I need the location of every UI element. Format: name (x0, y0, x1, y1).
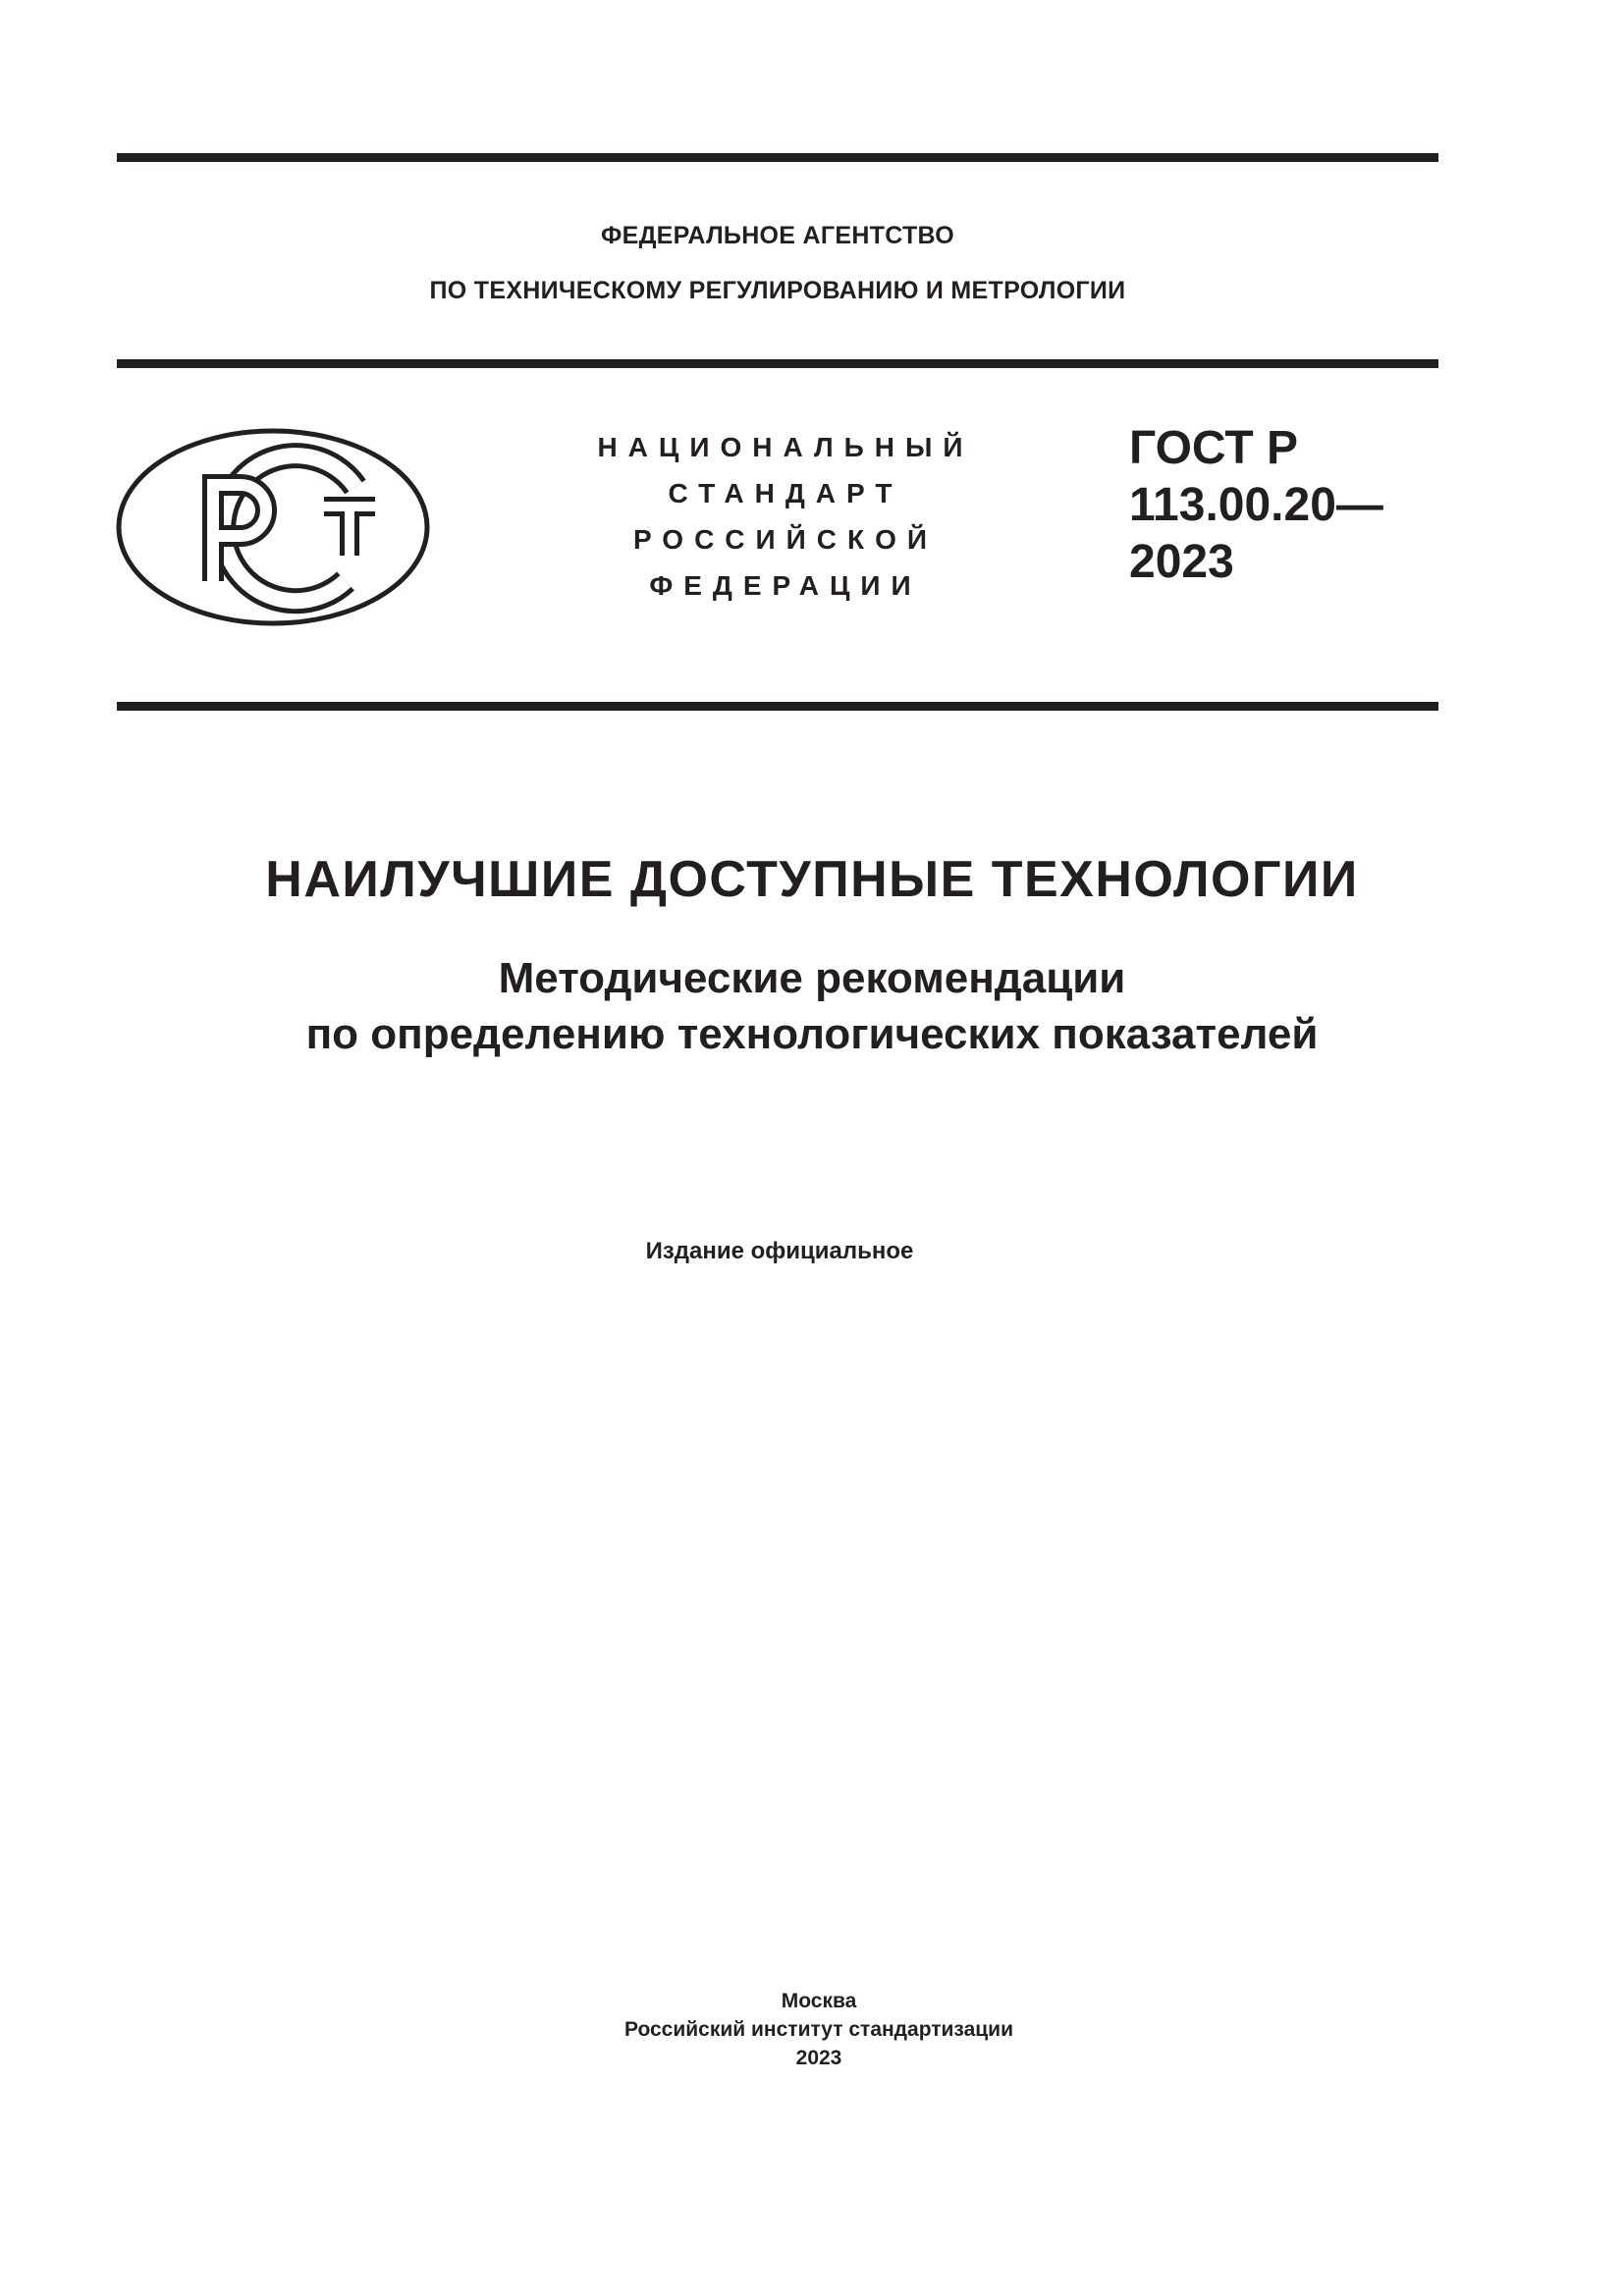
top-rule (117, 153, 1438, 162)
standard-type-line-3: РОССИЙСКОЙ (633, 524, 938, 555)
agency-name-line-1: ФЕДЕРАЛЬНОЕ АГЕНТСТВО (600, 222, 955, 249)
document-title: НАИЛУЧШИЕ ДОСТУПНЫЕ ТЕХНОЛОГИИ (265, 851, 1359, 908)
standard-designation (1129, 420, 1383, 591)
standard-type-line-1: НАЦИОНАЛЬНЫЙ (597, 432, 974, 462)
rst-certification-mark-icon (115, 426, 431, 628)
subtitle-line-2: по определению технологических показателей (305, 1010, 1319, 1058)
document-subtitle (0, 950, 1624, 1062)
agency-name-line-2: ПО ТЕХНИЧЕСКОМУ РЕГУЛИРОВАНИЮ И МЕТРОЛОГИИ (429, 277, 1126, 304)
masthead-bottom-rule (117, 702, 1438, 711)
standard-type-line-2: СТАНДАРТ (668, 478, 903, 508)
imprint-publisher: Российский институт стандартизации (623, 2018, 1014, 2041)
edition-note: Издание официальное (645, 1238, 914, 1264)
header-rule (117, 359, 1438, 368)
designation-line-1: ГОСТ Р (1129, 422, 1299, 474)
designation-line-2: 113.00.20— (1129, 479, 1383, 531)
standard-type-block (560, 424, 1011, 609)
designation-line-3: 2023 (1129, 536, 1234, 588)
subtitle-line-1: Методические рекомендации (498, 954, 1126, 1002)
imprint-city: Москва (781, 1990, 857, 2012)
standard-type-line-4: ФЕДЕРАЦИИ (649, 570, 922, 601)
imprint-year: 2023 (795, 2047, 842, 2069)
imprint (0, 1987, 1624, 2072)
